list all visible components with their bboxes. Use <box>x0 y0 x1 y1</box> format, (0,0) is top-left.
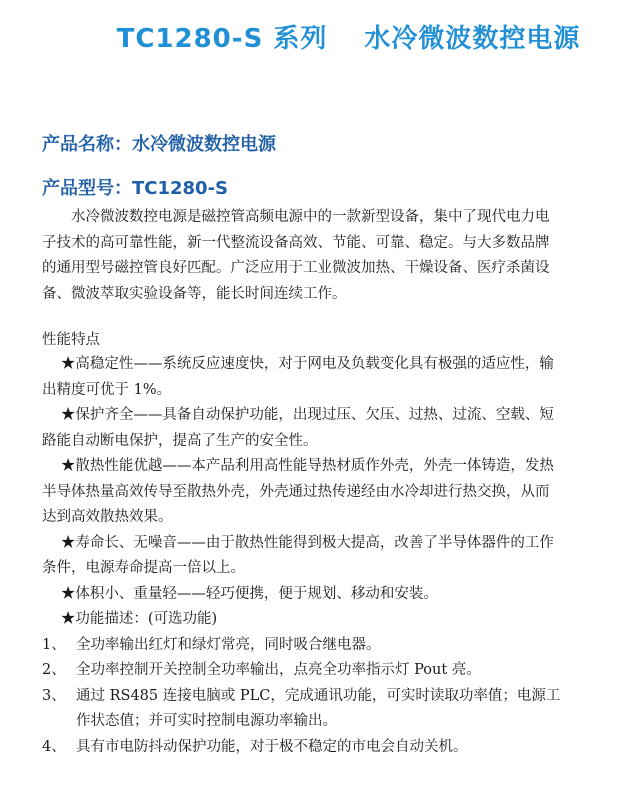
feature-item: ★高稳定性——系统反应速度快，对于网电及负载变化具有极强的适应性，输出精度可优于 1%。 <box>42 356 554 398</box>
function-number: 3、 <box>42 687 66 704</box>
function-text: 全功率输出红灯和绿灯常亮，同时吸合继电器。 <box>76 636 381 653</box>
product-name-line: 产品名称：水冷微波数控电源 <box>42 134 276 155</box>
function-number: 4、 <box>42 738 66 755</box>
feature-item: ★寿命长、无噪音——由于散热性能得到极大提高，改善了半导体器件的工作条件，电源寿命提高一倍以上。 <box>42 534 554 576</box>
document-title: TC1280-S 系列 水冷微波数控电源 <box>116 24 581 54</box>
product-model-line: 产品型号：TC1280-S <box>42 178 229 199</box>
function-item <box>42 633 562 659</box>
function-item <box>42 684 562 735</box>
function-item <box>42 658 562 684</box>
feature-item: ★散热性能优越——本产品利用高性能导热材质作外壳，外壳一体铸造，发热半导体热量高效传导至散热外壳，外壳通过热传递经由水冷却进行热交换，从而达到高效散热效果。 <box>42 458 554 525</box>
features-section <box>42 352 562 760</box>
function-text: 全功率控制开关控制全功率输出，点亮全功率指示灯 Pout 亮。 <box>76 662 481 678</box>
function-number: 2、 <box>42 662 66 678</box>
function-number: 1、 <box>42 636 66 653</box>
feature-item: ★保护齐全——具备自动保护功能，出现过压、欠压、过热、过流、空载、短路能自动断电保护，提高了生产的安全性。 <box>42 407 554 449</box>
intro-paragraph: 水冷微波数控电源是磁控管高频电源中的一款新型设备，集中了现代电力电子技术的高可靠性能，新一代整流设备高效、节能、可靠、稳定。与大多数品牌的通用型号磁控管良好匹配。广泛应用于工业微波加热、干燥设备、医疗杀菌设备、微波萃取实验设备等，能长时间连续工作。 <box>42 209 550 302</box>
function-item <box>42 735 562 761</box>
function-text: 具有市电防抖动保护功能，对于极不稳定的市电会自动关机。 <box>76 738 468 755</box>
feature-item: ★体积小、重量轻——轻巧便携，便于规划、移动和安装。 <box>60 585 438 602</box>
function-heading: ★功能描述：(可选功能) <box>60 611 218 627</box>
features-heading: 性能特点 <box>42 332 100 348</box>
function-text: 通过 RS485 连接电脑或 PLC，完成通讯功能，可实时读取功率值；电源工作状态值；并可实时控制电源功率输出。 <box>76 687 561 729</box>
